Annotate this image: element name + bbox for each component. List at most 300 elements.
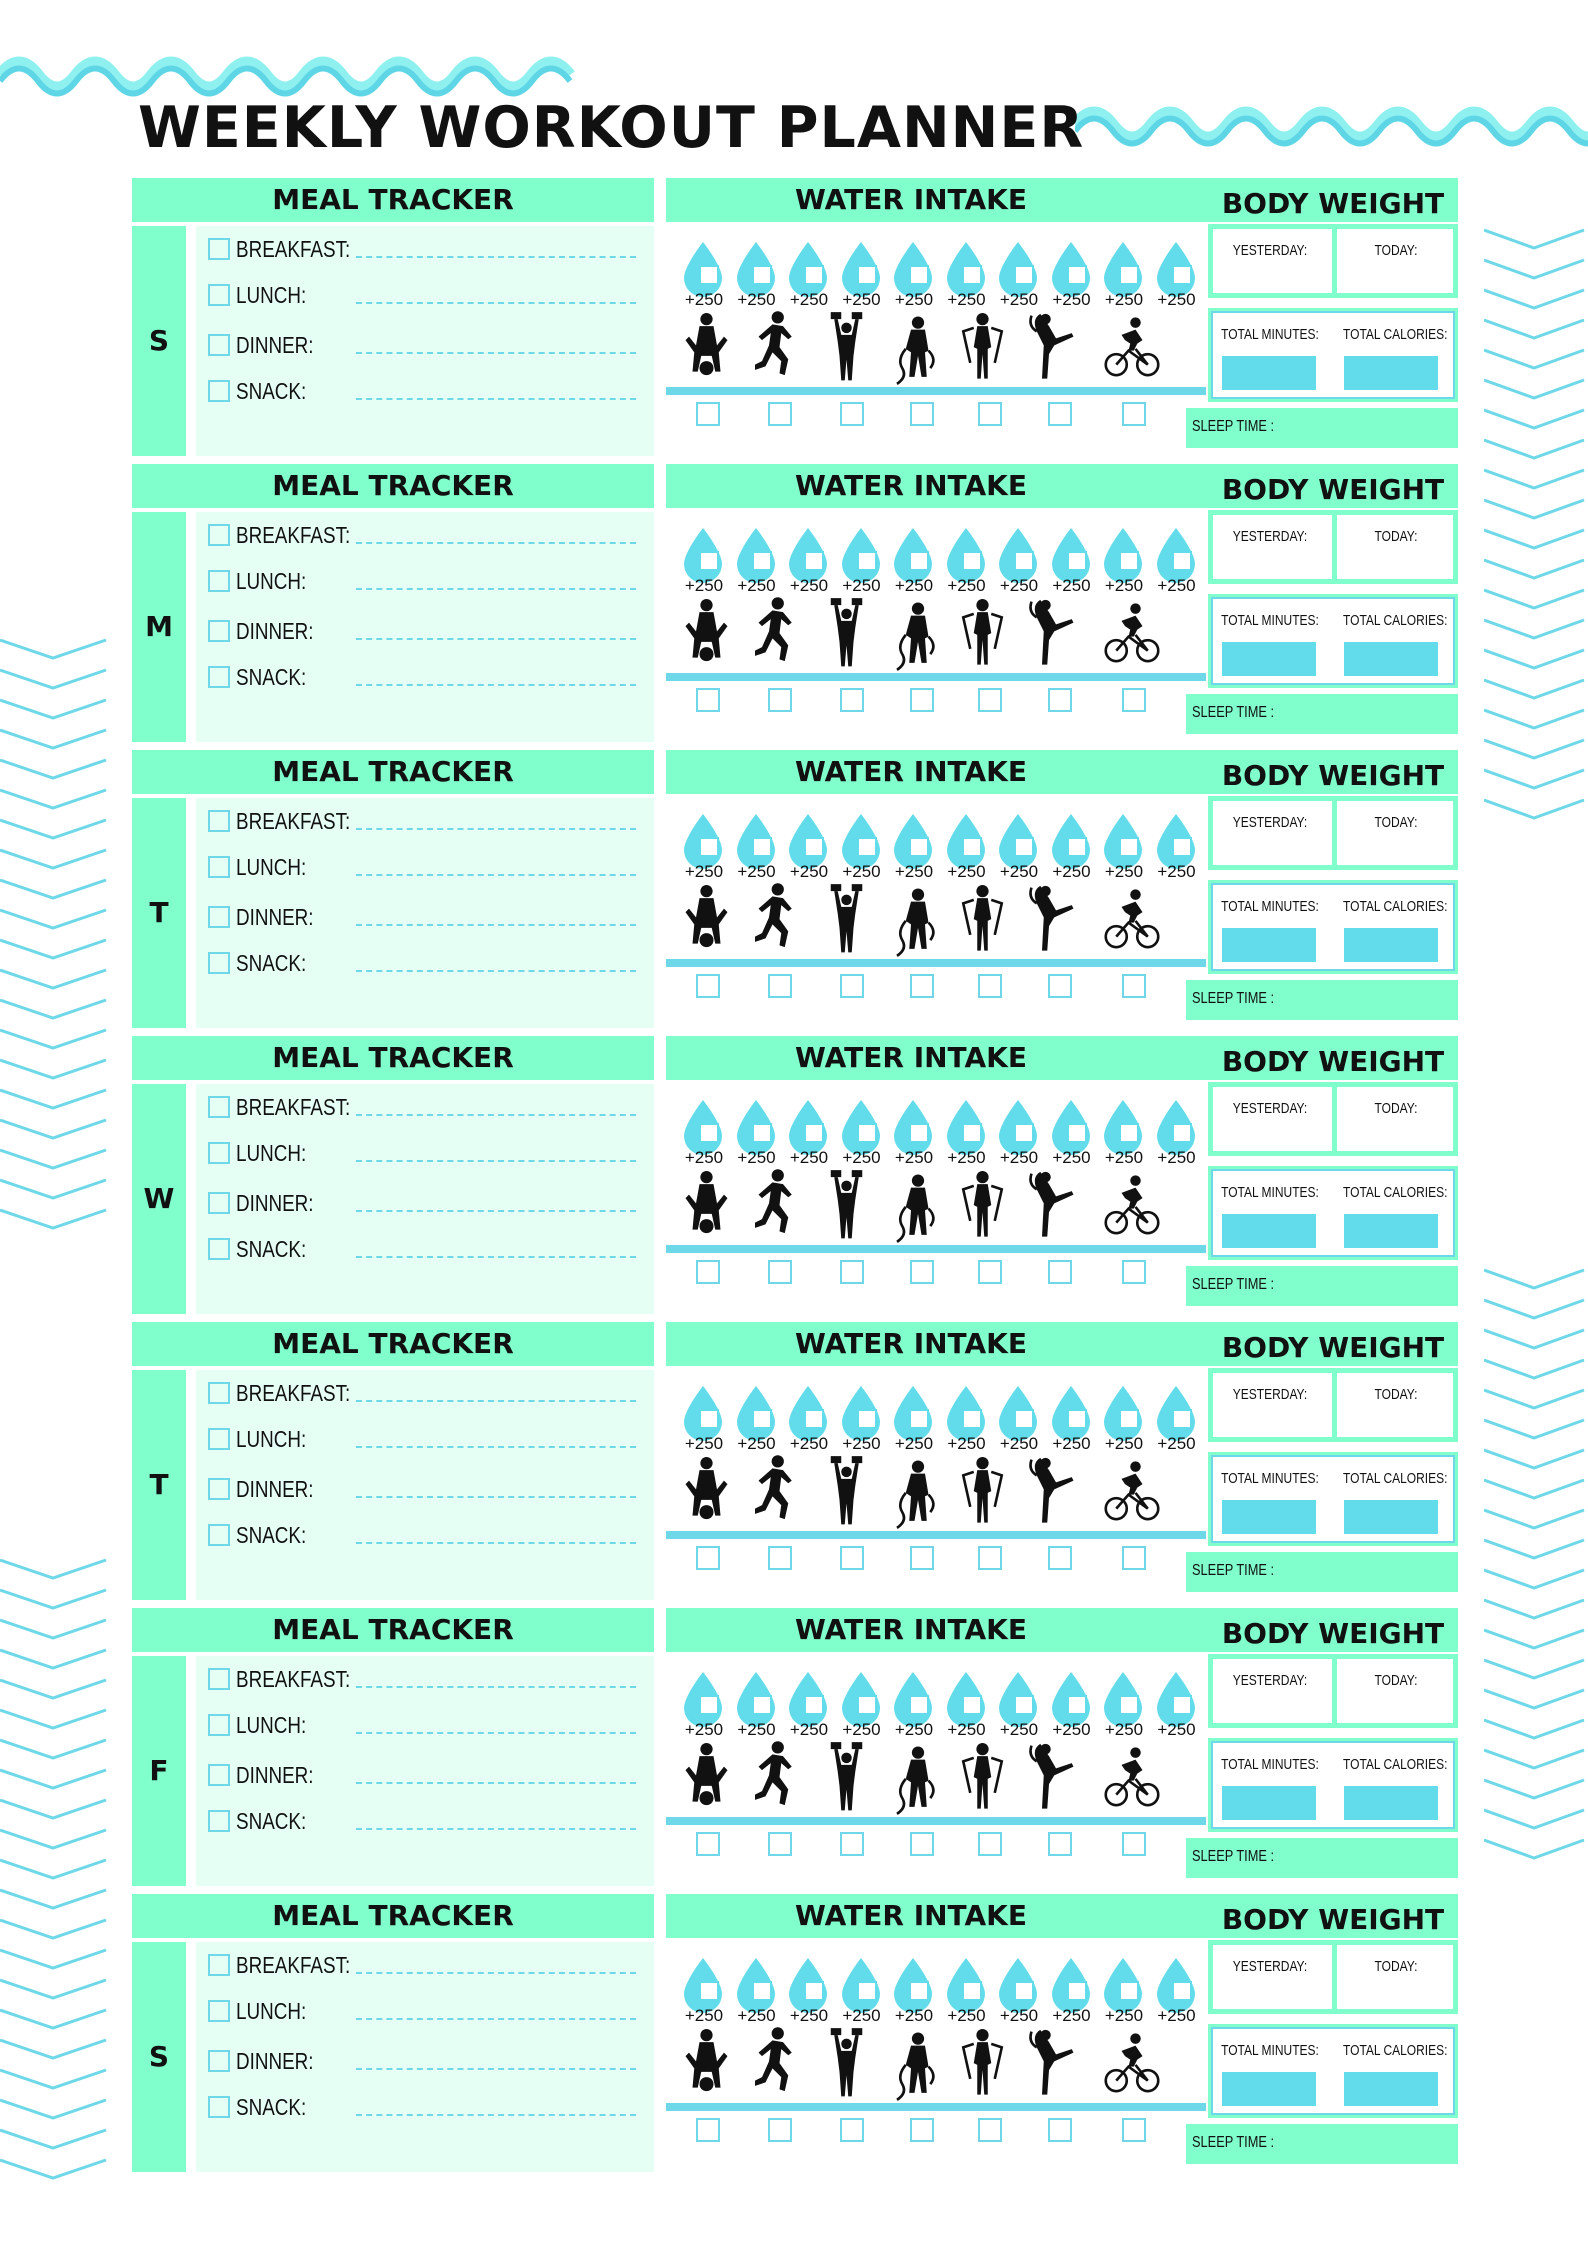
meal-checkbox[interactable] — [208, 2096, 230, 2118]
yesterday-label: YESTERDAY: — [1232, 242, 1308, 259]
exercise-checkbox[interactable] — [840, 1546, 864, 1570]
water-amount-label: +250 — [894, 862, 934, 881]
water-amount-label: +250 — [789, 1720, 829, 1739]
runner-icon — [748, 880, 804, 960]
today-label: TODAY: — [1374, 814, 1418, 831]
meal-write-line[interactable] — [356, 1114, 636, 1116]
total-calories-label: TOTAL CALORIES: — [1343, 1470, 1448, 1487]
meal-label: SNACK: — [236, 1522, 307, 1548]
total-minutes-label: TOTAL MINUTES: — [1221, 612, 1319, 629]
sleep-time-label: SLEEP TIME : — [1192, 2134, 1275, 2151]
exercise-checkbox[interactable] — [978, 1260, 1002, 1284]
total-calories-field[interactable] — [1344, 356, 1438, 390]
day-section — [0, 1608, 1588, 1886]
water-amount-label: +250 — [1157, 862, 1196, 881]
meal-row — [208, 1378, 638, 1410]
water-amount-label: +250 — [684, 1720, 724, 1739]
total-minutes-label: TOTAL MINUTES: — [1221, 1470, 1319, 1487]
water-amount-label: +250 — [842, 862, 881, 881]
meal-label: DINNER: — [236, 1762, 314, 1788]
cyclist-icon — [1104, 1452, 1160, 1532]
battle-rope-icon — [890, 2024, 946, 2104]
water-amount-label: +250 — [1104, 1720, 1144, 1739]
yesterday-label: YESTERDAY: — [1232, 1958, 1308, 1975]
meal-write-line[interactable] — [356, 1400, 636, 1402]
day-letter: S — [148, 324, 170, 357]
meal-row — [208, 806, 638, 838]
meal-checkbox[interactable] — [208, 1238, 230, 1260]
meal-checkbox[interactable] — [208, 570, 230, 592]
meal-label: LUNCH: — [236, 854, 307, 880]
water-amount-label: +250 — [999, 290, 1039, 309]
water-amount-label: +250 — [842, 1434, 881, 1453]
exercise-checkbox[interactable] — [1122, 974, 1146, 998]
meal-checkbox[interactable] — [208, 1810, 230, 1832]
resistance-band-icon — [958, 308, 1014, 388]
meal-checkbox[interactable] — [208, 334, 230, 356]
meal-checkbox[interactable] — [208, 952, 230, 974]
runner-icon — [748, 308, 804, 388]
exercise-checkbox[interactable] — [840, 974, 864, 998]
day-section — [0, 750, 1588, 1028]
water-amount-label: +250 — [737, 1148, 776, 1167]
total-calories-label: TOTAL CALORIES: — [1343, 2042, 1448, 2059]
resistance-band-icon — [958, 1452, 1014, 1532]
exercise-checkbox[interactable] — [840, 1260, 864, 1284]
exercise-checkbox[interactable] — [696, 402, 720, 426]
meal-checkbox[interactable] — [208, 1192, 230, 1214]
water-amount-label: +250 — [1052, 2006, 1091, 2025]
runner-icon — [748, 1452, 804, 1532]
day-section — [0, 464, 1588, 742]
exercise-checkbox[interactable] — [910, 1832, 934, 1856]
exercise-checkbox[interactable] — [696, 1260, 720, 1284]
meal-write-line[interactable] — [356, 1686, 636, 1688]
meal-write-line[interactable] — [356, 256, 636, 258]
meal-checkbox[interactable] — [208, 1524, 230, 1546]
battle-rope-icon — [890, 1452, 946, 1532]
total-calories-field[interactable] — [1344, 1786, 1438, 1820]
total-calories-label: TOTAL CALORIES: — [1343, 1184, 1448, 1201]
water-intake-title: WATER INTAKE — [795, 1613, 1027, 1646]
exercise-checkbox[interactable] — [978, 402, 1002, 426]
water-amount-label: +250 — [894, 1148, 934, 1167]
exercise-checkbox[interactable] — [978, 688, 1002, 712]
yoga-pose-icon — [1028, 308, 1084, 388]
meal-row — [208, 376, 638, 408]
meal-label: BREAKFAST: — [236, 1952, 351, 1978]
water-amount-label: +250 — [947, 1434, 986, 1453]
meal-label: SNACK: — [236, 2094, 307, 2120]
kettlebell-squat-icon — [682, 594, 738, 674]
meal-write-line[interactable] — [356, 1782, 636, 1784]
meal-row — [208, 280, 638, 312]
weight-box-divider — [1332, 796, 1337, 870]
day-section — [0, 1894, 1588, 2172]
meal-write-line[interactable] — [356, 684, 636, 686]
meal-checkbox[interactable] — [208, 810, 230, 832]
exercise-baseline — [666, 1817, 1206, 1825]
meal-row — [208, 234, 638, 266]
meal-write-line[interactable] — [356, 588, 636, 590]
meal-row — [208, 1474, 638, 1506]
exercise-checkbox[interactable] — [978, 1832, 1002, 1856]
exercise-checkbox[interactable] — [768, 688, 792, 712]
meal-row — [208, 1710, 638, 1742]
exercise-checkbox[interactable] — [910, 974, 934, 998]
exercise-checkbox[interactable] — [1122, 402, 1146, 426]
cyclist-icon — [1104, 880, 1160, 960]
total-minutes-field[interactable] — [1222, 1214, 1316, 1248]
meal-checkbox[interactable] — [208, 620, 230, 642]
exercise-checkbox[interactable] — [768, 402, 792, 426]
dumbbell-press-icon — [822, 1452, 878, 1532]
meal-checkbox[interactable] — [208, 666, 230, 688]
meal-checkbox[interactable] — [208, 238, 230, 260]
meal-checkbox[interactable] — [208, 906, 230, 928]
meal-label: LUNCH: — [236, 568, 307, 594]
water-intake-title: WATER INTAKE — [795, 1327, 1027, 1360]
weight-box-divider — [1332, 510, 1337, 584]
water-amount-label: +250 — [1052, 290, 1091, 309]
exercise-checkbox[interactable] — [1122, 1832, 1146, 1856]
yesterday-label: YESTERDAY: — [1232, 1386, 1308, 1403]
meal-write-line[interactable] — [356, 874, 636, 876]
meal-label: SNACK: — [236, 664, 307, 690]
water-amount-label: +250 — [947, 862, 986, 881]
water-amount-label: +250 — [789, 862, 829, 881]
meal-checkbox[interactable] — [208, 1428, 230, 1450]
exercise-checkbox[interactable] — [1122, 1260, 1146, 1284]
meal-write-line[interactable] — [356, 2114, 636, 2116]
yesterday-label: YESTERDAY: — [1232, 1672, 1308, 1689]
water-amount-label: +250 — [1104, 2006, 1144, 2025]
meal-write-line[interactable] — [356, 970, 636, 972]
exercise-checkbox[interactable] — [696, 688, 720, 712]
meal-checkbox[interactable] — [208, 380, 230, 402]
meal-write-line[interactable] — [356, 2068, 636, 2070]
total-minutes-field[interactable] — [1222, 642, 1316, 676]
kettlebell-squat-icon — [682, 2024, 738, 2104]
exercise-checkbox[interactable] — [840, 688, 864, 712]
meal-label: BREAKFAST: — [236, 1094, 351, 1120]
water-amount-label: +250 — [789, 1148, 829, 1167]
water-amount-label: +250 — [684, 576, 724, 595]
sleep-time-label: SLEEP TIME : — [1192, 990, 1275, 1007]
body-weight-title: BODY WEIGHT — [1221, 1617, 1445, 1650]
water-amount-label: +250 — [789, 1434, 829, 1453]
water-amount-label: +250 — [737, 1720, 776, 1739]
meal-write-line[interactable] — [356, 398, 636, 400]
total-minutes-field[interactable] — [1222, 356, 1316, 390]
total-calories-field[interactable] — [1344, 1500, 1438, 1534]
weight-box-divider — [1332, 1082, 1337, 1156]
total-calories-field[interactable] — [1344, 2072, 1438, 2106]
meal-tracker-title: MEAL TRACKER — [272, 469, 514, 502]
meal-label: DINNER: — [236, 2048, 314, 2074]
battle-rope-icon — [890, 308, 946, 388]
meal-tracker-title: MEAL TRACKER — [272, 1327, 514, 1360]
total-calories-label: TOTAL CALORIES: — [1343, 1756, 1448, 1773]
meal-label: LUNCH: — [236, 282, 307, 308]
today-label: TODAY: — [1374, 1672, 1418, 1689]
meal-row — [208, 662, 638, 694]
runner-icon — [748, 1166, 804, 1246]
yesterday-label: YESTERDAY: — [1232, 1100, 1308, 1117]
meal-checkbox[interactable] — [208, 1142, 230, 1164]
meal-label: DINNER: — [236, 618, 314, 644]
exercise-checkbox[interactable] — [910, 2118, 934, 2142]
meal-checkbox[interactable] — [208, 284, 230, 306]
meal-checkbox[interactable] — [208, 1096, 230, 1118]
meal-checkbox[interactable] — [208, 856, 230, 878]
meal-write-line[interactable] — [356, 352, 636, 354]
exercise-baseline — [666, 387, 1206, 395]
exercise-checkbox[interactable] — [1122, 2118, 1146, 2142]
meal-row — [208, 902, 638, 934]
resistance-band-icon — [958, 594, 1014, 674]
meal-write-line[interactable] — [356, 828, 636, 830]
meal-tracker-title: MEAL TRACKER — [272, 755, 514, 788]
meal-tracker-title: MEAL TRACKER — [272, 183, 514, 216]
day-letter: T — [149, 896, 169, 929]
cyclist-icon — [1104, 308, 1160, 388]
water-amount-label: +250 — [999, 576, 1039, 595]
meal-label: BREAKFAST: — [236, 522, 351, 548]
meal-write-line[interactable] — [356, 638, 636, 640]
exercise-checkbox[interactable] — [978, 1546, 1002, 1570]
sleep-time-label: SLEEP TIME : — [1192, 418, 1275, 435]
meal-label: LUNCH: — [236, 1426, 307, 1452]
meal-checkbox[interactable] — [208, 1478, 230, 1500]
total-calories-field[interactable] — [1344, 1214, 1438, 1248]
exercise-checkbox[interactable] — [768, 974, 792, 998]
meal-checkbox[interactable] — [208, 1714, 230, 1736]
meal-write-line[interactable] — [356, 1972, 636, 1974]
total-calories-field[interactable] — [1344, 928, 1438, 962]
resistance-band-icon — [958, 1166, 1014, 1246]
water-amount-label: +250 — [684, 862, 724, 881]
exercise-baseline — [666, 2103, 1206, 2111]
meal-label: DINNER: — [236, 904, 314, 930]
total-minutes-field[interactable] — [1222, 1786, 1316, 1820]
meal-label: SNACK: — [236, 1236, 307, 1262]
water-amount-label: +250 — [894, 2006, 934, 2025]
exercise-checkbox[interactable] — [840, 2118, 864, 2142]
meal-row — [208, 1664, 638, 1696]
exercise-checkbox[interactable] — [696, 2118, 720, 2142]
day-section — [0, 1322, 1588, 1600]
resistance-band-icon — [958, 880, 1014, 960]
meal-tracker-title: MEAL TRACKER — [272, 1899, 514, 1932]
meal-checkbox[interactable] — [208, 1764, 230, 1786]
meal-label: BREAKFAST: — [236, 1380, 351, 1406]
exercise-checkbox[interactable] — [840, 1832, 864, 1856]
exercise-checkbox[interactable] — [1048, 2118, 1072, 2142]
exercise-checkbox[interactable] — [768, 1260, 792, 1284]
exercise-checkbox[interactable] — [696, 1832, 720, 1856]
exercise-checkbox[interactable] — [768, 1832, 792, 1856]
water-amount-label: +250 — [684, 1434, 724, 1453]
total-minutes-label: TOTAL MINUTES: — [1221, 1184, 1319, 1201]
meal-label: SNACK: — [236, 1808, 307, 1834]
today-label: TODAY: — [1374, 1386, 1418, 1403]
meal-label: LUNCH: — [236, 1998, 307, 2024]
meal-write-line[interactable] — [356, 1732, 636, 1734]
meal-checkbox[interactable] — [208, 1668, 230, 1690]
today-label: TODAY: — [1374, 528, 1418, 545]
day-letter: W — [143, 1182, 175, 1215]
exercise-checkbox[interactable] — [1048, 974, 1072, 998]
body-weight-title: BODY WEIGHT — [1221, 1903, 1445, 1936]
day-letter: S — [148, 2040, 170, 2073]
exercise-checkbox[interactable] — [978, 974, 1002, 998]
water-amount-label: +250 — [947, 1720, 986, 1739]
water-amount-label: +250 — [789, 2006, 829, 2025]
exercise-checkbox[interactable] — [1122, 1546, 1146, 1570]
meal-row — [208, 1806, 638, 1838]
meal-row — [208, 1092, 638, 1124]
water-amount-label: +250 — [1157, 1148, 1196, 1167]
day-letter: M — [145, 610, 173, 643]
exercise-checkbox[interactable] — [1048, 1832, 1072, 1856]
water-amount-label: +250 — [1104, 1434, 1144, 1453]
body-weight-title: BODY WEIGHT — [1221, 473, 1445, 506]
exercise-checkbox[interactable] — [768, 2118, 792, 2142]
meal-row — [208, 1138, 638, 1170]
meal-row — [208, 1424, 638, 1456]
dumbbell-press-icon — [822, 880, 878, 960]
meal-label: LUNCH: — [236, 1140, 307, 1166]
water-amount-label: +250 — [737, 2006, 776, 2025]
meal-label: DINNER: — [236, 1476, 314, 1502]
meal-write-line[interactable] — [356, 302, 636, 304]
exercise-checkbox[interactable] — [696, 974, 720, 998]
yoga-pose-icon — [1028, 594, 1084, 674]
body-weight-title: BODY WEIGHT — [1221, 187, 1445, 220]
battle-rope-icon — [890, 880, 946, 960]
water-amount-label: +250 — [999, 1434, 1039, 1453]
cyclist-icon — [1104, 1738, 1160, 1818]
water-amount-label: +250 — [737, 290, 776, 309]
meal-label: BREAKFAST: — [236, 236, 351, 262]
kettlebell-squat-icon — [682, 308, 738, 388]
meal-label: SNACK: — [236, 378, 307, 404]
day-letter: T — [149, 1468, 169, 1501]
body-weight-title: BODY WEIGHT — [1221, 1045, 1445, 1078]
water-amount-label: +250 — [1052, 576, 1091, 595]
water-amount-label: +250 — [1104, 576, 1144, 595]
exercise-checkbox[interactable] — [910, 402, 934, 426]
water-amount-label: +250 — [1104, 1148, 1144, 1167]
meal-write-line[interactable] — [356, 542, 636, 544]
exercise-checkbox[interactable] — [768, 1546, 792, 1570]
water-amount-label: +250 — [894, 1434, 934, 1453]
exercise-checkbox[interactable] — [910, 1260, 934, 1284]
meal-write-line[interactable] — [356, 1446, 636, 1448]
meal-checkbox[interactable] — [208, 2050, 230, 2072]
water-amount-label: +250 — [1052, 1148, 1091, 1167]
water-amount-label: +250 — [947, 1148, 986, 1167]
exercise-checkbox[interactable] — [696, 1546, 720, 1570]
total-minutes-field[interactable] — [1222, 1500, 1316, 1534]
sleep-time-label: SLEEP TIME : — [1192, 1276, 1275, 1293]
body-weight-title: BODY WEIGHT — [1221, 759, 1445, 792]
water-amount-label: +250 — [894, 290, 934, 309]
water-intake-title: WATER INTAKE — [795, 1899, 1027, 1932]
meal-checkbox[interactable] — [208, 1382, 230, 1404]
meal-write-line[interactable] — [356, 1210, 636, 1212]
meal-row — [208, 1520, 638, 1552]
meal-checkbox[interactable] — [208, 1954, 230, 1976]
meal-write-line[interactable] — [356, 1496, 636, 1498]
yoga-pose-icon — [1028, 1166, 1084, 1246]
today-label: TODAY: — [1374, 1100, 1418, 1117]
meal-label: BREAKFAST: — [236, 808, 351, 834]
total-minutes-label: TOTAL MINUTES: — [1221, 326, 1319, 343]
water-amount-label: +250 — [789, 576, 829, 595]
meal-checkbox[interactable] — [208, 2000, 230, 2022]
weight-box-divider — [1332, 224, 1337, 298]
dumbbell-press-icon — [822, 1738, 878, 1818]
total-minutes-field[interactable] — [1222, 928, 1316, 962]
water-amount-label: +250 — [789, 290, 829, 309]
runner-icon — [748, 594, 804, 674]
exercise-checkbox[interactable] — [1048, 402, 1072, 426]
battle-rope-icon — [890, 1166, 946, 1246]
meal-row — [208, 1234, 638, 1266]
water-amount-label: +250 — [947, 576, 986, 595]
yoga-pose-icon — [1028, 1452, 1084, 1532]
exercise-checkbox[interactable] — [1048, 1546, 1072, 1570]
exercise-checkbox[interactable] — [910, 688, 934, 712]
water-amount-label: +250 — [842, 1720, 881, 1739]
meal-write-line[interactable] — [356, 2018, 636, 2020]
exercise-checkbox[interactable] — [978, 2118, 1002, 2142]
meal-row — [208, 2092, 638, 2124]
exercise-checkbox[interactable] — [1048, 1260, 1072, 1284]
meal-write-line[interactable] — [356, 1160, 636, 1162]
weight-box-divider — [1332, 1654, 1337, 1728]
total-minutes-label: TOTAL MINUTES: — [1221, 2042, 1319, 2059]
water-amount-label: +250 — [684, 290, 724, 309]
exercise-baseline — [666, 959, 1206, 967]
water-amount-label: +250 — [1104, 290, 1144, 309]
water-amount-label: +250 — [1104, 862, 1144, 881]
meal-write-line[interactable] — [356, 1828, 636, 1830]
total-calories-field[interactable] — [1344, 642, 1438, 676]
exercise-checkbox[interactable] — [1122, 688, 1146, 712]
exercise-checkbox[interactable] — [1048, 688, 1072, 712]
meal-write-line[interactable] — [356, 1256, 636, 1258]
exercise-checkbox[interactable] — [840, 402, 864, 426]
meal-row — [208, 1188, 638, 1220]
dumbbell-press-icon — [822, 308, 878, 388]
water-amount-label: +250 — [842, 1148, 881, 1167]
water-amount-label: +250 — [1052, 862, 1091, 881]
meal-row — [208, 948, 638, 980]
water-amount-label: +250 — [947, 290, 986, 309]
total-minutes-field[interactable] — [1222, 2072, 1316, 2106]
water-amount-label: +250 — [894, 576, 934, 595]
meal-write-line[interactable] — [356, 1542, 636, 1544]
exercise-checkbox[interactable] — [910, 1546, 934, 1570]
kettlebell-squat-icon — [682, 880, 738, 960]
meal-row — [208, 616, 638, 648]
yoga-pose-icon — [1028, 2024, 1084, 2104]
meal-checkbox[interactable] — [208, 524, 230, 546]
meal-write-line[interactable] — [356, 924, 636, 926]
